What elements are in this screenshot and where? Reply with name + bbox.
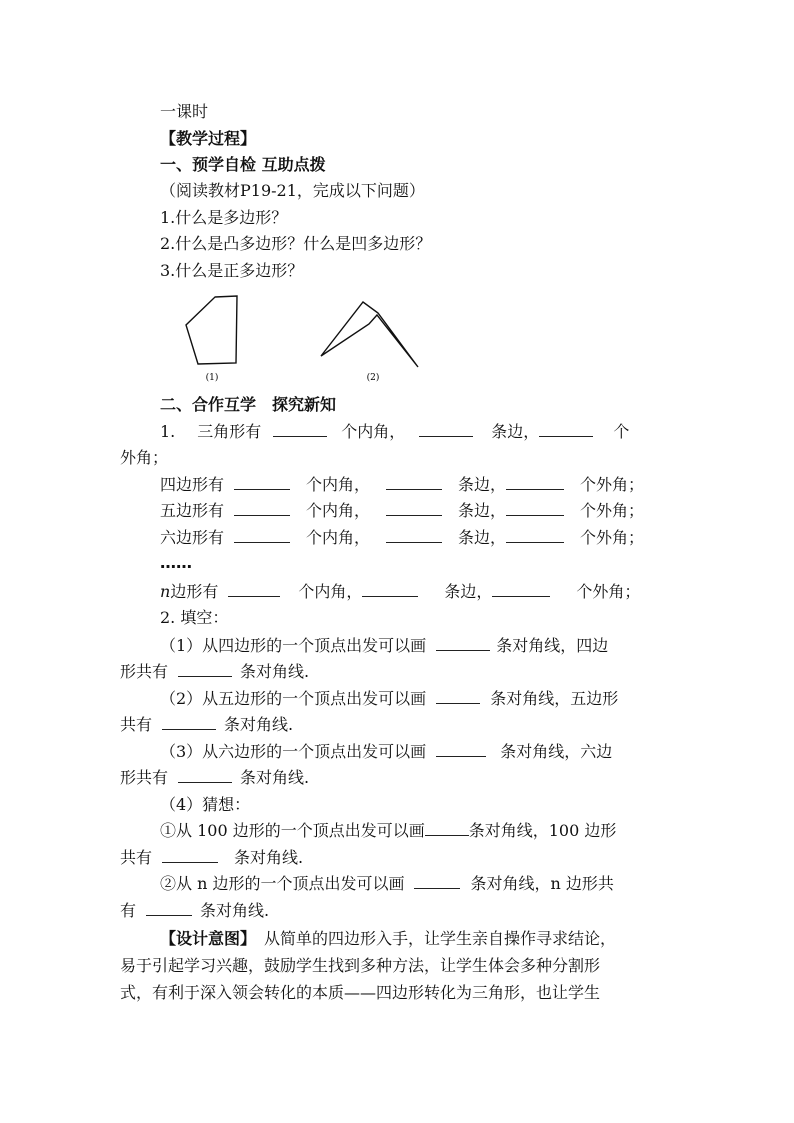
blank-field[interactable] xyxy=(425,821,469,836)
blank-field[interactable] xyxy=(506,528,564,543)
lesson-label: 一课时 xyxy=(160,102,209,121)
blank-field[interactable] xyxy=(386,501,442,516)
blank-field[interactable] xyxy=(146,901,192,916)
blank-field[interactable] xyxy=(386,475,442,490)
part1-note: （阅读教材P19-21，完成以下问题） xyxy=(160,181,425,200)
fill-3-line1: （3）从六边形的一个顶点出发可以画 条对角线，六边 xyxy=(160,742,613,761)
blank-field[interactable] xyxy=(506,501,564,516)
blank-field[interactable] xyxy=(178,662,232,677)
fill-2-line2: 共有 条对角线. xyxy=(120,715,294,734)
blank-field[interactable] xyxy=(273,422,327,437)
guess-2-line1: ②从 n 边形的一个顶点出发可以画 条对角线，n 边形共 xyxy=(160,874,614,893)
blank-field[interactable] xyxy=(436,742,486,757)
blank-field[interactable] xyxy=(386,528,442,543)
fill-3-line2: 形共有 条对角线. xyxy=(120,768,310,787)
blank-field[interactable] xyxy=(178,768,232,783)
item1-number: 1. xyxy=(160,422,176,441)
blank-field[interactable] xyxy=(162,848,218,863)
design-intent-label: 【设计意图】 xyxy=(160,929,257,948)
blank-field[interactable] xyxy=(234,501,290,516)
design-intent-line1: 【设计意图】 从简单的四边形入手，让学生亲自操作寻求结论， xyxy=(160,929,617,948)
item1-pentagon: 五边形有 个内角， 条边， 个外角； xyxy=(160,501,645,520)
guess-1-line2: 共有 条对角线. xyxy=(120,848,304,867)
guess-1-line1: ①从 100 边形的一个顶点出发可以画 条对角线，100 边形 xyxy=(160,821,617,840)
triangle-wrap: 外角； xyxy=(120,448,169,467)
blank-field[interactable] xyxy=(234,528,290,543)
design-intent-line2: 易于引起学习兴趣，鼓励学生找到多种方法，让学生体会多种分割形 xyxy=(120,956,601,975)
item1-triangle: 1. 三角形有 个内角， 条边， 个 xyxy=(160,422,630,441)
blank-field[interactable] xyxy=(414,874,460,889)
part2-title: 二、合作互学 探究新知 xyxy=(160,395,337,414)
section-heading: 【教学过程】 xyxy=(160,129,257,148)
blank-field[interactable] xyxy=(436,689,480,704)
part1-title: 一、预学自检 互助点拨 xyxy=(160,155,326,174)
triangle-prefix: 三角形有 xyxy=(197,422,262,441)
blank-field[interactable] xyxy=(234,475,290,490)
guess-2-line2: 有 条对角线. xyxy=(120,901,270,920)
question-2: 2.什么是凸多边形？什么是凹多边形？ xyxy=(160,234,432,253)
blank-field[interactable] xyxy=(539,422,593,437)
item1-quadrilateral: 四边形有 个内角， 条边， 个外角； xyxy=(160,475,645,494)
polygon-figures xyxy=(170,290,440,390)
item1-hexagon: 六边形有 个内角， 条边， 个外角； xyxy=(160,528,645,547)
blank-field[interactable] xyxy=(492,582,550,597)
question-1: 1.什么是多边形？ xyxy=(160,208,288,227)
fill-2-line1: （2）从五边形的一个顶点出发可以画 条对角线，五边形 xyxy=(160,689,619,708)
fill-1-line1: （1）从四边形的一个顶点出发可以画 条对角线，四边 xyxy=(160,636,609,655)
fill-1-line2: 形共有 条对角线. xyxy=(120,662,310,681)
blank-field[interactable] xyxy=(162,715,216,730)
figure-label-2: (2) xyxy=(366,373,380,383)
item1-ngon: n边形有 个内角， 条边， 个外角； xyxy=(160,582,641,601)
blank-field[interactable] xyxy=(419,422,473,437)
concave-quadrilateral xyxy=(321,302,418,367)
convex-quadrilateral xyxy=(186,296,237,364)
question-3: 3.什么是正多边形？ xyxy=(160,261,304,280)
fill-4-heading: （4）猜想： xyxy=(160,795,251,814)
blank-field[interactable] xyxy=(362,582,418,597)
item2-heading: 2. 填空： xyxy=(160,608,229,627)
blank-field[interactable] xyxy=(228,582,280,597)
blank-field[interactable] xyxy=(436,636,490,651)
figure-label-1: (1) xyxy=(205,373,219,383)
ellipsis: …… xyxy=(160,553,192,572)
blank-field[interactable] xyxy=(506,475,564,490)
variable-n: n xyxy=(160,582,171,601)
design-intent-line3: 式，有利于深入领会转化的本质——四边形转化为三角形，也让学生 xyxy=(120,983,601,1002)
